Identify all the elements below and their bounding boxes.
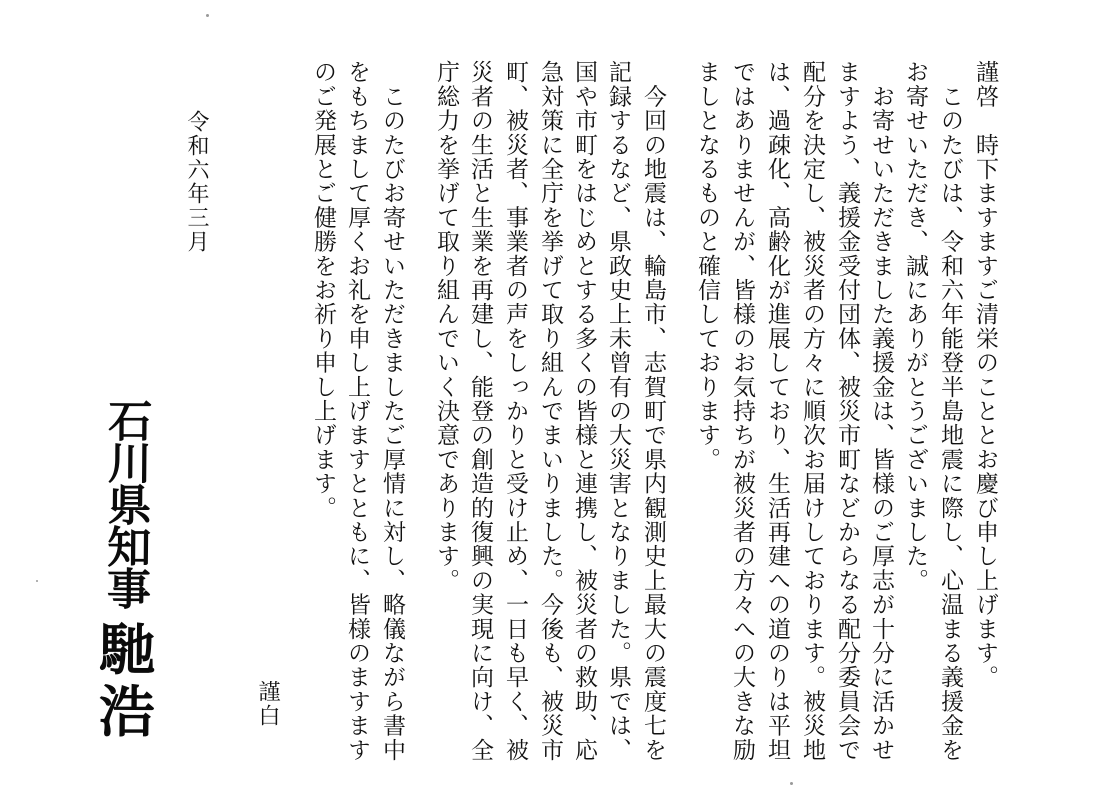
- letter-line-4: お寄せいただきました義援金は、皆様のご厚志が十分に活かせ: [868, 60, 894, 762]
- letter-line-16: 庁総力を挙げて取り組んでいく決意であります。: [433, 60, 459, 593]
- letter-line-5: ますよう、義援金受付団体、被災市町などからなる配分委員会で: [834, 60, 860, 762]
- letter-line-17: このたびお寄せいただきましたご厚情に対し、略儀ながら書中: [379, 60, 405, 762]
- letter-line-19: のご発展とご健勝をお祈り申し上げます。: [310, 60, 336, 520]
- letter-line-13: 急対策に全庁を挙げて取り組んでまいりました。今後も、被災市: [537, 60, 563, 762]
- letter-line-14: 町、被災者、事業者の声をしっかりと受け止め、一日も早く、被: [502, 60, 528, 762]
- letter-line-10: 今回の地震は、輪島市、志賀町で県内観測史上最大の震度七を: [640, 60, 666, 762]
- signature-title: 石川県知事: [98, 397, 152, 609]
- scan-speck: [790, 782, 793, 785]
- letter-line-6: 配分を決定し、被災者の方々に順次お届けしております。被災地: [799, 60, 825, 762]
- signature: [89, 397, 157, 745]
- letter-date: 令和六年三月: [184, 110, 209, 254]
- letter-line-9: ましとなるものと確信しております。: [694, 60, 720, 472]
- letter-line-2: このたびは、令和六年能登半島地震に際し、心温まる義援金を: [937, 60, 963, 762]
- scan-speck: [206, 14, 209, 17]
- closing-word: 謹白: [255, 680, 280, 728]
- letter-line-15: 災者の生活と生業を再建し、能登の創造的復興の実現に向け、全: [467, 60, 493, 762]
- letter-line-18: をもちまして厚くお礼を申し上げますとともに、皆様のますます: [344, 60, 370, 762]
- signature-name: 馳浩: [89, 619, 157, 745]
- letter-line-8: ではありませんが、皆様のお気持ちが被災者の方々への大きな励: [729, 60, 755, 762]
- letter-line-12: 国や市町をはじめとする多くの皆様と連携し、被災者の救助、応: [571, 60, 597, 762]
- letter-line-1: 謹啓 時下ますますご清栄のこととお慶び申し上げます。: [972, 60, 998, 690]
- letter-line-3: お寄せいただき、誠にありがとうございました。: [902, 60, 928, 593]
- scan-speck: [36, 580, 38, 582]
- letter-line-11: 記録するなど、県政史上未曾有の大災害となりました。県では、: [605, 60, 631, 762]
- letter-line-7: は、過疎化、高齢化が進展しており、生活再建への道のりは平坦: [764, 60, 790, 762]
